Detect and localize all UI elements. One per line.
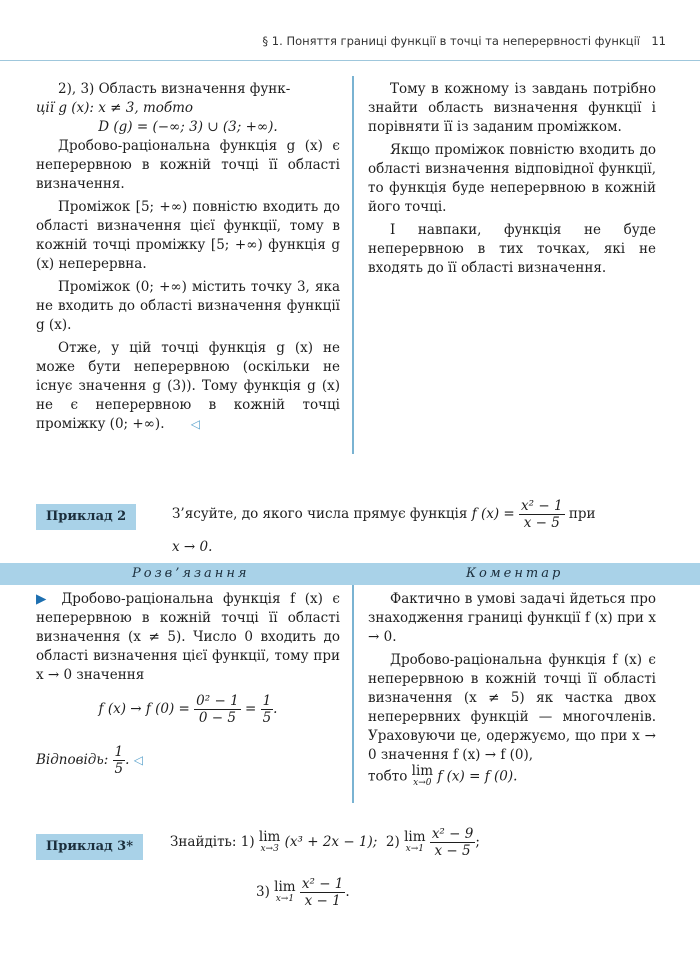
solution-formula-frac2 [261, 693, 274, 726]
example-2-task [172, 498, 662, 531]
answer-end: . [125, 752, 130, 768]
left-column-text [36, 80, 340, 434]
example-2-func: f (x) = [471, 506, 515, 522]
example-3-lim3 [274, 878, 296, 905]
answer-num: 1 [114, 744, 124, 760]
lim2-sub: x→1 [405, 843, 424, 854]
lim1-word: lim [258, 828, 281, 845]
example-2-frac-num: x² − 1 [521, 498, 563, 514]
example-3-lim2 [404, 828, 426, 855]
comment-p1: Фактично в умові задачі йдеться про знаходження границі функції f (x) при x → 0. [368, 591, 656, 645]
left-p5-text: Отже, у цій точці функція g (x) не може бути неперервною (оскільки не існує значення g (3)). Тому функція g (x) не є неперервною в кожній точці проміжку (0; +∞). [36, 340, 340, 432]
solution-start-arrow-icon: ▶ [36, 591, 52, 607]
example-2-task-post: при [568, 506, 596, 522]
comment-heading: Коментар [466, 566, 564, 581]
comment-p3-pre: тобто [368, 768, 408, 785]
left-p1-line1: 2), 3) Область визначення функ- [58, 81, 291, 97]
example-3-label: Приклад 3* [36, 834, 143, 860]
solution-formula-end: . [273, 701, 278, 717]
running-header-title: § 1. Поняття границі функції в точці та неперервності функції [262, 34, 640, 48]
left-p4: Проміжок (0; +∞) містить точку 3, яка не входить до області визначення функції g (x). [36, 279, 340, 333]
left-p1-line3: D (g) = (−∞; 3) ∪ (3; +∞). [98, 119, 278, 135]
comment-p2: Дробово-раціональна функція f (x) є неперервною в кожній точці її області визначення (x ≠ 5) як частка двох неперервних функцій — многочленів. Ураховуючи це, одержуємо, що при x → 0 значення f (x) → f (0), [368, 652, 656, 763]
lim2-frac-den: x − 5 [434, 843, 471, 859]
solution-formula-eq: = [244, 701, 257, 717]
solution-frac1-num: 0² − 1 [196, 693, 239, 709]
example-2-fraction [519, 498, 565, 531]
example-3-task-line2 [256, 876, 350, 909]
example-2-label: Приклад 2 [36, 504, 136, 530]
lim2-frac-num: x² − 9 [431, 826, 474, 842]
solution-frac1-den: 0 − 5 [198, 710, 236, 726]
lim1-sub: x→3 [260, 843, 279, 854]
example-3-task [170, 826, 670, 859]
comment-text [368, 590, 656, 789]
column-divider-bottom [352, 585, 354, 803]
comment-p3-post: f (x) = f (0). [437, 768, 518, 785]
lim2-sep: ; [475, 834, 480, 850]
left-p1-line2: ції g (x): x ≠ 3, тобто [36, 100, 194, 116]
solution-formula-left: f (x) → f (0) = [98, 701, 190, 717]
solution-formula [36, 693, 340, 726]
end-of-solution-triangle-icon: ◁ [190, 417, 201, 431]
right-p1: Тому в кожному із завдань потрібно знайти область визначення функції і порівняти її із заданим проміжком. [368, 81, 656, 135]
lim3-frac-den: x − 1 [304, 893, 341, 909]
solution-comment-band [0, 563, 700, 585]
lim3-sub: x→1 [275, 893, 295, 904]
lim3-frac-num: x² − 1 [301, 876, 344, 892]
solution-frac2-num: 1 [262, 693, 272, 709]
lim3-word: lim [274, 878, 296, 895]
solution-paragraph [36, 590, 340, 685]
solution-frac2-den: 5 [262, 710, 272, 726]
right-column-text [368, 80, 656, 278]
left-p5 [36, 339, 340, 434]
part3-label: 3) [256, 884, 270, 900]
part2-label: 2) [385, 834, 400, 850]
solution-answer [36, 744, 340, 777]
right-p2: Якщо проміжок повністю входить до області визначення відповідної функції, то функція буде неперервною в кожній його точці. [368, 142, 656, 215]
comment-p3 [368, 765, 656, 789]
lim1-expr: (x³ + 2x − 1); [284, 834, 378, 850]
answer-fraction [113, 744, 126, 777]
lim3-fraction [300, 876, 346, 909]
header-rule [0, 60, 700, 61]
answer-label: Відповідь: [36, 752, 109, 768]
page-number: 11 [651, 34, 666, 48]
solution-text [36, 590, 340, 777]
example-3-lim1 [258, 828, 281, 855]
lim2-word: lim [404, 828, 426, 845]
lim2-fraction [430, 826, 476, 859]
example-3-task-pre: Знайдіть: 1) [170, 834, 255, 850]
lim3-end: . [345, 884, 350, 900]
example-2-task-text: З’ясуйте, до якого числа прямує функція [172, 506, 468, 522]
end-of-answer-triangle-icon: ◁ [133, 753, 143, 767]
left-p3: Проміжок [5; +∞) повністю входить до області визначення цієї функції, тому в кожній точці проміжку [5; +∞) функція g (x) неперервна. [36, 199, 340, 272]
left-p2: Дробово-раціональна функція g (x) є неперервною в кожній точці її області визначення. [36, 138, 340, 192]
comment-lim-word: lim [411, 763, 434, 779]
comment-lim-sub: x→0 [413, 778, 432, 788]
example-2-task-line2: x → 0. [172, 539, 213, 555]
solution-formula-frac1 [194, 693, 240, 726]
solution-heading: Розв’язання [132, 566, 250, 581]
column-divider-top [352, 76, 354, 454]
comment-limit [412, 765, 433, 789]
right-p3: І навпаки, функція не буде неперервною в тих точках, які не входять до її області визначення. [368, 222, 656, 276]
example-2-frac-den: x − 5 [523, 515, 560, 531]
solution-body: Дробово-раціональна функція f (x) є неперервною в кожній точці її області визначення (x ≠ 5). Число 0 входить до області визначення цієї функції, тому при x → 0 значення [36, 591, 340, 683]
answer-den: 5 [114, 761, 124, 777]
